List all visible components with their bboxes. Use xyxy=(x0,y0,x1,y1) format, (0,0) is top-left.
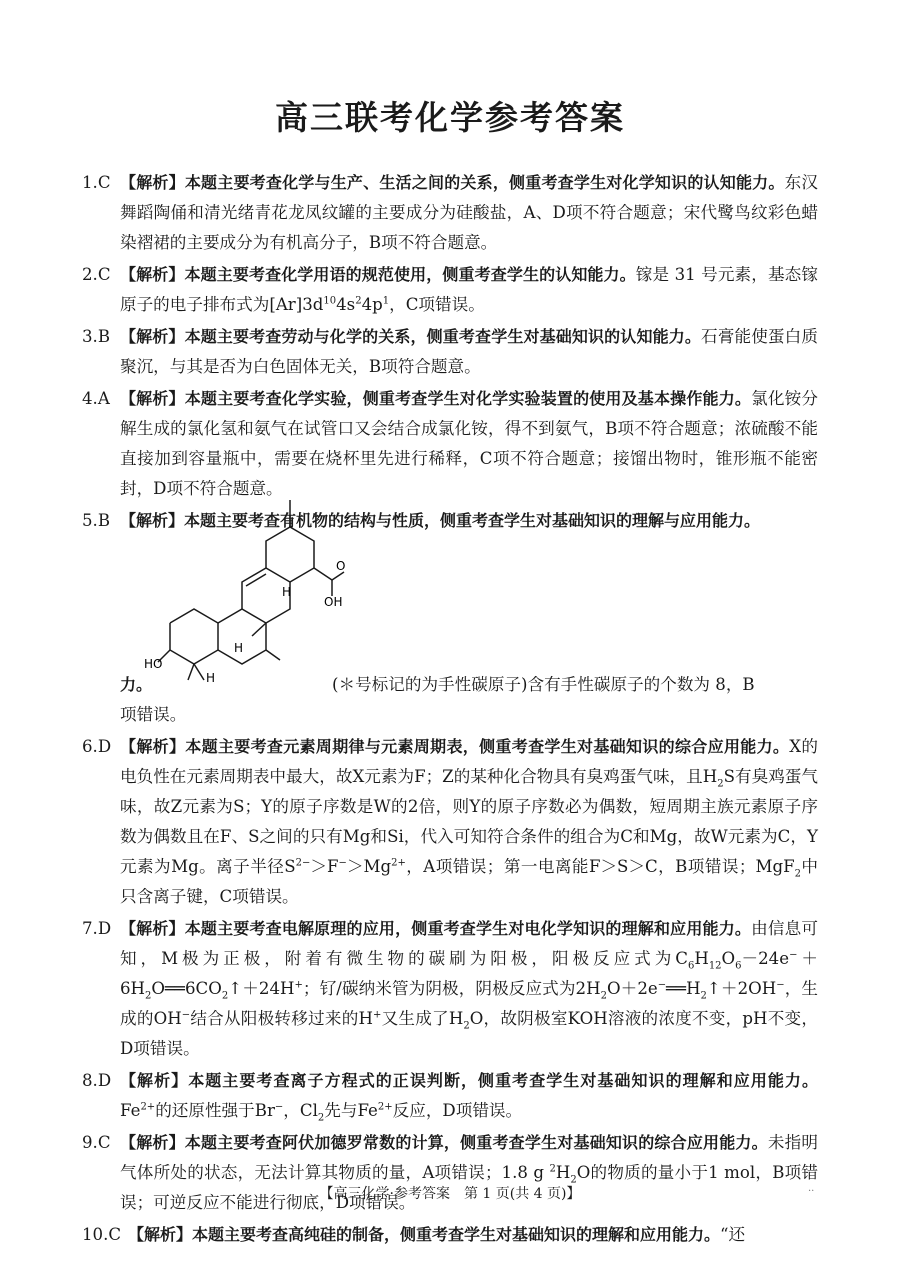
answer-item-10 xyxy=(82,1220,818,1250)
analysis-lead: 本题主要考查化学用语的规范使用，侧重考查学生的认知能力。 xyxy=(184,265,636,284)
page-title: 高三联考化学参考答案 xyxy=(275,98,625,137)
analysis-body: X的电负性在元素周期表中最大，故X元素为F；Z的某种化合物具有臭鸡蛋气味，且$H_2S$有臭鸡蛋气味，故Z元素为S；Y的原子序数是W的2倍，则Y的原子序数必为偶数，短周期主族元素原子序数为偶数且在F、S之间的只有Mg和Si，代入可知符合条件的组合为C和Mg，故W元素为C，Y元素为Mg。离子半径$S^{2-}>F^->Mg^{2+}$，A项错误；第一电离能F＞S＞C，B项错误；MgF$_2$中只含离子键，C项错误。 xyxy=(120,737,818,906)
oleanolic-acid-structure xyxy=(140,530,346,690)
answer-letter: C xyxy=(97,265,111,284)
answer-item-1 xyxy=(82,168,818,258)
analysis-tag: 【解析】 xyxy=(120,389,185,408)
question-number: 3. xyxy=(82,327,98,346)
answer-letter: D xyxy=(97,919,112,938)
hydrogen-label: H xyxy=(206,671,216,685)
analysis-body: 氯化铵分解生成的氯化氢和氨气在试管口又会结合成氯化铵，得不到氨气，B项不符合题意；浓硫酸不能直接加到容量瓶中，需要在烧杯里先进行稀释，C项不符合题意；接馏出物时，锥形瓶不能密封，D项不符合题意。 xyxy=(120,389,818,498)
analysis-body: “还 xyxy=(720,1225,746,1244)
structure-block xyxy=(120,536,818,700)
analysis-body: 镓是 31 号元素，基态镓原子的电子排布式为$[Ar]3d^{10}4s^24p^1$，C项错误。 xyxy=(120,265,818,314)
corner-mark: .. xyxy=(808,1183,815,1194)
hydrogen-label: H xyxy=(282,585,292,599)
analysis-body: $Fe^{2+}$的还原性强于Br−，$Cl_2$先与$Fe^{2+}$反应，D项错误。 xyxy=(120,1101,523,1124)
analysis-tag: 【解析】 xyxy=(120,919,185,938)
question-number: 1. xyxy=(82,173,98,192)
answer-letter: C xyxy=(97,1133,111,1152)
analysis-tag: 【解析】 xyxy=(128,1225,193,1244)
analysis-lead: 本题主要考查化学实验，侧重考查学生对化学实验装置的使用及基本操作能力。 xyxy=(184,389,752,408)
structure-caption: 力。 (＊号标记的为手性碳原子)含有手性碳原子的个数为 8，B xyxy=(120,675,755,694)
analysis-lead: 本题主要考查劳动与化学的关系，侧重考查学生对基础知识的认知能力。 xyxy=(184,327,701,346)
analysis-tag: 【解析】 xyxy=(120,511,185,530)
answer-item-2 xyxy=(82,260,818,320)
answer-item-7 xyxy=(82,914,818,1064)
answer-letter: C xyxy=(108,1225,122,1244)
oxygen-label: O xyxy=(336,559,346,573)
answer-item-3 xyxy=(82,322,818,382)
question-number: 4. xyxy=(82,389,98,408)
hydrogen-label: H xyxy=(234,641,244,655)
analysis-lead: 本题主要考查元素周期律与元素周期表，侧重考查学生对基础知识的综合应用能力。 xyxy=(185,737,790,756)
analysis-tag: 【解析】 xyxy=(120,173,185,192)
answer-letter: D xyxy=(97,1071,112,1090)
answer-item-9 xyxy=(82,1128,818,1218)
hydroxyl-label: HO xyxy=(144,657,163,671)
page-footer: 【高三化学·参考答案 第 1 页(共 4 页)】 xyxy=(319,1186,581,1202)
question-number: 6. xyxy=(82,737,98,756)
question-number: 2. xyxy=(82,265,98,284)
analysis-lead: 本题主要考查离子方程式的正误判断，侧重考查学生对基础知识的理解和应用能力。 xyxy=(188,1071,818,1090)
analysis-body: 由信息可知，M极为正极，附着有微生物的碳刷为阳极，阳极反应式为$C_6H_{12}O_6-24e^-+6H_2O══6CO_2↑+24H^+$；钌/碳纳米管为阴极，阴极反应式为$2H_2O+2e^-══H_2↑+2OH^-$，生成的OH−结合从阳极转移过来的H+又生成了$H_2O$，故阴极室KOH溶液的浓度不变，pH不变，D项错误。 xyxy=(120,919,819,1058)
question-number: 8. xyxy=(82,1071,98,1090)
answer-item-5 xyxy=(82,506,818,730)
analysis-body: 未指明气体所处的状态，无法计算其物质的量，A项错误；1.8 g $^2H_2O$的物质的量小于1 mol，B项错误；可逆反应不能进行彻底，D项错误。 xyxy=(120,1133,819,1212)
analysis-tag: 【解析】 xyxy=(120,1071,189,1090)
answer-letter: B xyxy=(97,511,111,530)
hydroxyl-label: OH xyxy=(324,595,343,609)
analysis-tag: 【解析】 xyxy=(120,327,185,346)
analysis-body-continued: 项错误。 xyxy=(120,705,187,724)
answer-item-8 xyxy=(82,1066,818,1126)
analysis-lead: 本题主要考查电解原理的应用，侧重考查学生对电化学知识的理解和应用能力。 xyxy=(184,919,752,938)
analysis-body: 东汉舞蹈陶俑和清光绪青花龙凤纹罐的主要成分为硅酸盐，A、D项不符合题意；宋代鹭鸟纹彩色蜡染褶裙的主要成分为有机高分子，B项不符合题意。 xyxy=(120,173,818,252)
analysis-tag: 【解析】 xyxy=(120,265,185,284)
question-number: 5. xyxy=(82,511,98,530)
answer-item-4 xyxy=(82,384,818,504)
analysis-lead: 本题主要考查高纯硅的制备，侧重考查学生对基础知识的理解和应用能力。 xyxy=(192,1225,721,1244)
analysis-lead: 本题主要考查有机物的结构与性质，侧重考查学生对基础知识的理解与应用能力。 xyxy=(184,511,761,530)
analysis-tag: 【解析】 xyxy=(120,737,186,756)
question-number: 9. xyxy=(82,1133,98,1152)
analysis-body: 石膏能使蛋白质聚沉，与其是否为白色固体无关，B项符合题意。 xyxy=(120,327,818,376)
answer-item-6 xyxy=(82,732,818,912)
answer-letter: A xyxy=(97,389,110,408)
answer-letter: B xyxy=(97,327,111,346)
analysis-lead: 本题主要考查阿伏加德罗常数的计算，侧重考查学生对基础知识的综合应用能力。 xyxy=(184,1133,768,1152)
question-number: 7. xyxy=(82,919,98,938)
answer-letter: C xyxy=(97,173,111,192)
answer-list xyxy=(82,168,818,1252)
answer-letter: D xyxy=(97,737,112,756)
analysis-lead: 本题主要考查化学与生产、生活之间的关系，侧重考查学生对化学知识的认知能力。 xyxy=(184,173,785,192)
question-number: 10. xyxy=(82,1225,109,1244)
analysis-tag: 【解析】 xyxy=(120,1133,185,1152)
